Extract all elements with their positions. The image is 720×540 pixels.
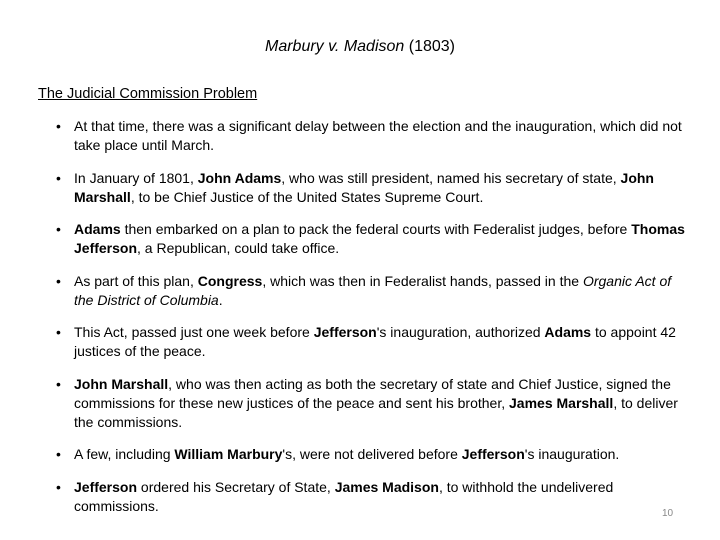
bullet-text: 's inauguration. xyxy=(524,446,620,462)
bullet-bold-text: James Marshall xyxy=(509,394,614,411)
bullet-text: to appoint 42 justices of the peace. xyxy=(74,324,676,359)
bullet-text: . xyxy=(218,291,223,308)
bullet-text: , which was then in Federalist hands, passed in the xyxy=(262,272,583,289)
bullet-item xyxy=(54,272,694,310)
bullet-text: As part of this plan, xyxy=(74,272,198,289)
bullet-text: A few, including xyxy=(74,446,175,462)
bullet-text: In January of 1801, xyxy=(74,169,198,186)
bullet-item xyxy=(54,220,694,258)
bullet-text: , to be Chief Justice of the United States Supreme Court. xyxy=(130,188,484,205)
bullet-dot-icon: • xyxy=(56,272,61,289)
slide-title-case-name: Marbury v. Madison xyxy=(264,38,405,55)
bullet-item xyxy=(54,323,694,361)
bullet-text: , a Republican, could take office. xyxy=(137,240,340,256)
bullet-bold-text: James Madison xyxy=(334,478,439,495)
bullet-text: , to withhold the undelivered commissions. xyxy=(74,478,614,514)
bullet-text: 's, were not delivered before xyxy=(282,446,462,462)
bullet-text: At that time, there was a significant delay between the election and the inauguration, which did not take place until March. xyxy=(74,118,682,153)
bullet-text: , to deliver the commissions. xyxy=(74,394,678,430)
bullet-text: 's inauguration, authorized xyxy=(376,324,545,340)
page-number: 10 xyxy=(662,508,674,519)
bullet-bold-text: Jefferson xyxy=(461,446,525,462)
bullet-bold-text: Adams xyxy=(544,324,592,340)
bullet-list xyxy=(54,117,694,529)
bullet-bold-text: Jefferson xyxy=(74,478,138,495)
bullet-text: This Act, passed just one week before xyxy=(74,324,314,340)
slide-title xyxy=(0,38,720,56)
bullet-text: , who was still president, named his secretary of state, xyxy=(281,169,621,186)
bullet-dot-icon: • xyxy=(56,478,61,495)
bullet-item xyxy=(54,478,694,516)
bullet-bold-text: William Marbury xyxy=(174,446,283,462)
bullet-text: , who was then acting as both the secretary of state and Chief Justice, signed the commissions for these new justices of the peace and sent his brother, xyxy=(74,375,671,411)
bullet-bold-text: Adams xyxy=(74,221,121,237)
bullet-bold-text: Jefferson xyxy=(313,324,377,340)
bullet-dot-icon: • xyxy=(56,446,61,462)
bullet-dot-icon: • xyxy=(56,375,61,392)
bullet-item xyxy=(54,169,694,207)
bullet-bold-text: Thomas Jefferson xyxy=(74,221,685,256)
bullet-item xyxy=(54,445,694,464)
bullet-bold-text: John Marshall xyxy=(74,169,654,205)
bullet-bold-text: John Marshall xyxy=(74,375,169,392)
section-heading: The Judicial Commission Problem xyxy=(38,86,258,102)
bullet-text: then embarked on a plan to pack the federal courts with Federalist judges, before xyxy=(120,221,632,237)
bullet-item xyxy=(54,117,694,155)
bullet-text: ordered his Secretary of State, xyxy=(137,478,335,495)
bullet-bold-text: Congress xyxy=(197,272,263,289)
bullet-bold-text: John Adams xyxy=(197,169,282,186)
bullet-dot-icon: • xyxy=(56,324,61,340)
bullet-dot-icon: • xyxy=(56,118,61,134)
bullet-dot-icon: • xyxy=(56,169,61,186)
bullet-item xyxy=(54,375,694,432)
slide-title-year: (1803) xyxy=(408,38,455,55)
bullet-italic-text: Organic Act of the District of Columbia xyxy=(74,272,672,308)
bullet-dot-icon: • xyxy=(56,221,61,237)
